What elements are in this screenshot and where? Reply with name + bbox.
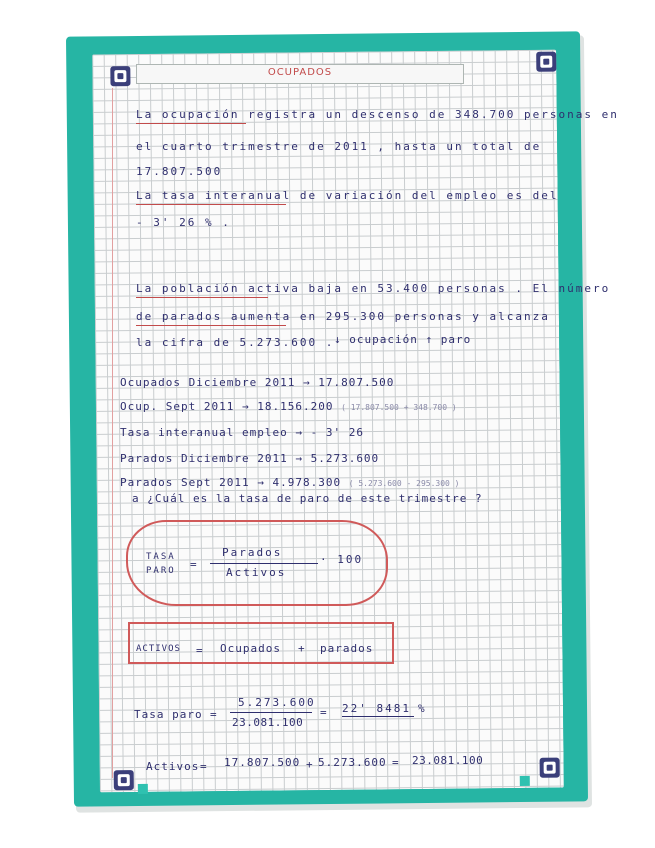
data-note: ( 5.273.600 - 295.300 ) xyxy=(348,479,460,488)
header-box xyxy=(136,64,464,84)
grid-sheet xyxy=(92,50,564,793)
equals-sign: = xyxy=(200,760,209,773)
data-label: Parados Diciembre 2011 xyxy=(120,452,288,465)
arrow-icon: → xyxy=(241,400,250,413)
data-label: Ocup. Sept 2011 xyxy=(120,400,235,413)
fraction-denominator: Activos xyxy=(226,566,287,579)
note-arrows: ↓ ocupación ↑ paro xyxy=(334,333,472,346)
calc-term: 17.807.500 xyxy=(224,756,301,769)
text-line: de parados aumenta en 295.300 personas y alcanza xyxy=(136,310,550,323)
calc-result: 23.081.100 xyxy=(412,754,484,767)
plus-sign: + xyxy=(298,642,307,655)
underline xyxy=(136,204,286,205)
data-value: 17.807.500 xyxy=(318,376,395,389)
fraction-numerator: 5.273.600 xyxy=(238,696,316,709)
underline xyxy=(136,297,268,298)
percent-unit: % xyxy=(418,702,427,715)
data-value: 18.156.200 xyxy=(257,400,334,413)
fraction-denominator: 23.081.100 xyxy=(232,716,304,729)
corner-square xyxy=(138,784,148,794)
formula-activos: ACTIVOS xyxy=(136,644,181,654)
data-line xyxy=(120,376,394,389)
brand-logo-icon xyxy=(110,66,130,86)
formula-lhs-bottom: PARO xyxy=(146,566,176,576)
text-line: - 3' 26 % . xyxy=(136,216,231,229)
text-line: La tasa interanual de variación del empleo es del xyxy=(136,189,559,202)
plus-sign: + xyxy=(306,758,315,771)
calc-lhs: Activos xyxy=(146,760,200,773)
data-line xyxy=(120,426,364,439)
equals-sign: = xyxy=(210,708,219,721)
underline xyxy=(136,123,246,124)
text-line: La población activa baja en 53.400 personas . El número xyxy=(136,282,611,295)
formula-lhs-top: TASA xyxy=(146,552,176,562)
formula-lhs xyxy=(146,552,176,576)
text-line: el cuarto trimestre de 2011 , hasta un total de xyxy=(136,140,542,153)
data-note: ( 17.807.500 + 348.700 ) xyxy=(341,403,457,412)
data-line xyxy=(120,452,379,465)
data-label: Parados Sept 2011 xyxy=(120,476,250,489)
underline xyxy=(342,716,414,717)
text-line: La ocupación registra un descenso de 348.700 personas en xyxy=(136,108,619,121)
data-label: Tasa interanual empleo xyxy=(120,426,288,439)
data-value: - 3' 26 xyxy=(310,426,364,439)
arrow-icon: → xyxy=(257,476,265,489)
brand-logo-icon xyxy=(114,770,134,790)
page-title: OCUPADOS xyxy=(267,67,333,78)
text-line: la cifra de 5.273.600 . xyxy=(136,336,335,349)
question-line: a ¿Cuál es la tasa de paro de este trimestre ? xyxy=(132,492,483,505)
arrow-icon: → xyxy=(295,452,303,465)
data-line xyxy=(120,476,459,489)
equals-sign: = xyxy=(392,756,401,769)
fraction-numerator: Parados xyxy=(222,546,283,559)
data-value: 5.273.600 xyxy=(310,452,380,465)
data-label: Ocupados Diciembre 2011 xyxy=(120,376,296,389)
formula-term: Ocupados xyxy=(220,642,281,655)
fraction-bar xyxy=(230,712,312,713)
calc-result: 22' 8481 xyxy=(342,702,411,715)
data-value: 4.978.300 xyxy=(272,476,342,489)
formula-multiplier: · 100 xyxy=(320,553,364,566)
arrow-icon: → xyxy=(302,376,311,389)
data-line xyxy=(120,400,457,413)
fraction-bar xyxy=(210,563,318,564)
equals-sign: = xyxy=(196,644,205,657)
margin-line xyxy=(112,88,113,778)
calc-lhs: Tasa paro xyxy=(134,708,203,721)
formula-term: parados xyxy=(320,642,374,655)
brand-logo-icon xyxy=(540,758,560,778)
corner-square xyxy=(520,776,530,786)
underline xyxy=(136,325,286,326)
calc-term: 5.273.600 xyxy=(318,756,387,769)
equals-sign: = xyxy=(320,706,329,719)
text-line: 17.807.500 xyxy=(136,165,223,178)
brand-logo-icon xyxy=(536,52,556,72)
arrow-icon: → xyxy=(295,426,303,439)
equals-sign: = xyxy=(190,558,199,571)
